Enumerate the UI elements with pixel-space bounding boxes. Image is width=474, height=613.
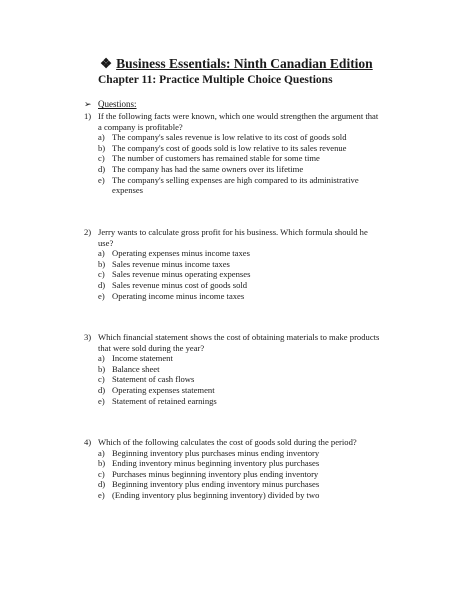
option-letter: a) bbox=[98, 248, 105, 259]
question-line bbox=[0, 122, 474, 133]
option-letter: e) bbox=[98, 174, 105, 185]
answer-option bbox=[0, 385, 474, 396]
option-letter: a) bbox=[98, 447, 105, 458]
answer-option-continuation bbox=[0, 185, 474, 196]
question-text: Which of the following calculates the cost of goods sold during the period? bbox=[98, 437, 357, 447]
question-text: Jerry wants to calculate gross profit for his business. Which formula should he bbox=[98, 227, 368, 237]
option-text: Beginning inventory plus purchases minus ending inventory bbox=[112, 447, 320, 458]
question-text: Which financial statement shows the cost of obtaining materials to make products bbox=[98, 332, 380, 342]
question-line bbox=[0, 437, 474, 448]
answer-option bbox=[0, 269, 474, 280]
option-letter: d) bbox=[98, 279, 106, 290]
option-letter: a) bbox=[98, 132, 105, 143]
answer-option bbox=[0, 490, 474, 501]
option-text: Sales revenue minus income taxes bbox=[112, 258, 230, 269]
option-text: Statement of retained earnings bbox=[112, 395, 217, 406]
option-text: The company's sales revenue is low relative to its cost of goods sold bbox=[112, 132, 347, 143]
question-number: 1) bbox=[84, 111, 92, 121]
document-title bbox=[100, 56, 373, 72]
answer-option bbox=[0, 458, 474, 469]
option-text: Income statement bbox=[112, 353, 173, 364]
option-letter: e) bbox=[98, 395, 105, 406]
question-text: If the following facts were known, which one would strengthen the argument that bbox=[98, 111, 379, 121]
question-number: 2) bbox=[84, 227, 92, 237]
question-line bbox=[0, 227, 474, 238]
answer-option bbox=[0, 469, 474, 480]
answer-option bbox=[0, 143, 474, 154]
questions-heading-label: Questions: bbox=[98, 99, 137, 109]
questions-heading bbox=[84, 99, 137, 110]
option-letter: a) bbox=[98, 353, 105, 364]
option-text: expenses bbox=[112, 185, 144, 196]
option-text: Beginning inventory plus ending inventory minus purchases bbox=[112, 479, 320, 490]
option-letter: d) bbox=[98, 163, 106, 174]
option-letter: c) bbox=[98, 374, 105, 385]
option-letter: b) bbox=[98, 142, 106, 153]
option-text: Operating expenses statement bbox=[112, 384, 215, 395]
question-line bbox=[0, 111, 474, 122]
option-text: The company has had the same owners over its lifetime bbox=[112, 163, 304, 174]
question-line bbox=[0, 332, 474, 343]
question-number: 4) bbox=[84, 437, 92, 447]
option-letter: b) bbox=[98, 363, 106, 374]
option-text: The company's cost of goods sold is low relative to its sales revenue bbox=[112, 142, 347, 153]
answer-option bbox=[0, 164, 474, 175]
answer-option bbox=[0, 259, 474, 270]
question-line bbox=[0, 238, 474, 249]
answer-option bbox=[0, 396, 474, 407]
question-item bbox=[0, 332, 474, 406]
question-text: use? bbox=[98, 237, 114, 248]
option-text: The number of customers has remained stable for some time bbox=[112, 153, 320, 164]
answer-option bbox=[0, 280, 474, 291]
question-item bbox=[0, 437, 474, 501]
answer-option bbox=[0, 132, 474, 143]
option-text: Operating income minus income taxes bbox=[112, 290, 245, 301]
option-text: Balance sheet bbox=[112, 363, 160, 374]
answer-option bbox=[0, 175, 474, 186]
option-letter: e) bbox=[98, 290, 105, 301]
answer-option bbox=[0, 479, 474, 490]
answer-option bbox=[0, 374, 474, 385]
option-text: The company's selling expenses are high compared to its administrative bbox=[112, 174, 359, 185]
option-text: Statement of cash flows bbox=[112, 374, 195, 385]
option-letter: b) bbox=[98, 458, 106, 469]
answer-option bbox=[0, 364, 474, 375]
option-letter: c) bbox=[98, 269, 105, 280]
arrow-bullet-icon: ➢ bbox=[84, 99, 92, 109]
question-text: that were sold during the year? bbox=[98, 342, 205, 353]
answer-option bbox=[0, 353, 474, 364]
option-text: Operating expenses minus income taxes bbox=[112, 248, 250, 259]
diamond-bullet-icon: ❖ bbox=[100, 56, 113, 71]
option-letter: c) bbox=[98, 468, 105, 479]
option-text: Sales revenue minus cost of goods sold bbox=[112, 279, 248, 290]
question-text: a company is profitable? bbox=[98, 121, 183, 132]
option-text: (Ending inventory plus beginning inventory) divided by two bbox=[112, 489, 320, 500]
option-text: Ending inventory minus beginning inventory plus purchases bbox=[112, 458, 320, 469]
chapter-subtitle: Chapter 11: Practice Multiple Choice Questions bbox=[98, 74, 333, 86]
option-text: Purchases minus beginning inventory plus ending inventory bbox=[112, 468, 319, 479]
question-number: 3) bbox=[84, 332, 92, 342]
option-letter: c) bbox=[98, 153, 105, 164]
option-letter: d) bbox=[98, 479, 106, 490]
answer-option bbox=[0, 448, 474, 459]
answer-option bbox=[0, 153, 474, 164]
option-letter: b) bbox=[98, 258, 106, 269]
question-line bbox=[0, 343, 474, 354]
question-item bbox=[0, 227, 474, 301]
option-text: Sales revenue minus operating expenses bbox=[112, 269, 251, 280]
option-letter: e) bbox=[98, 489, 105, 500]
document-title-text: Business Essentials: Ninth Canadian Edition bbox=[116, 56, 373, 71]
question-item bbox=[0, 111, 474, 196]
option-letter: d) bbox=[98, 384, 106, 395]
answer-option bbox=[0, 248, 474, 259]
answer-option bbox=[0, 291, 474, 302]
